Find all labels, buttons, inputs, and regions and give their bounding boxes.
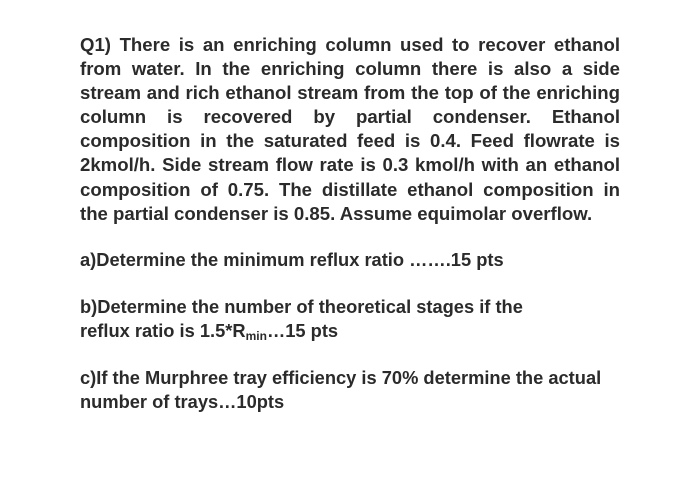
rmin-subscript: min (245, 328, 267, 343)
part-b-line2-prefix: reflux ratio is 1.5*R (80, 319, 246, 341)
part-c-text: c)If the Murphree tray efficiency is 70% determine the actual number of trays…10pts (80, 366, 602, 412)
document-body (80, 33, 620, 414)
part-b-text (80, 295, 620, 343)
part-b-line1: b)Determine the number of theoretical stages if the (80, 295, 523, 317)
part-b-line2-suffix: …15 pts (266, 319, 339, 341)
question-text: Q1) There is an enriching column used to recover ethanol from water. In the enriching column there is also a side stream and rich ethanol stream from the top of the enriching column is recovered by partial condenser. Ethanol composition in the saturated feed is 0.4. Feed flowrate is 2kmol/h. Side stream flow rate is 0.3 kmol/h with an ethanol composition of 0.75. The distillate ethanol composition in the partial condenser is 0.85. Assume equimolar overflow. (80, 34, 620, 224)
part-a-text: a)Determine the minimum reflux ratio …….15 pts (80, 248, 504, 270)
